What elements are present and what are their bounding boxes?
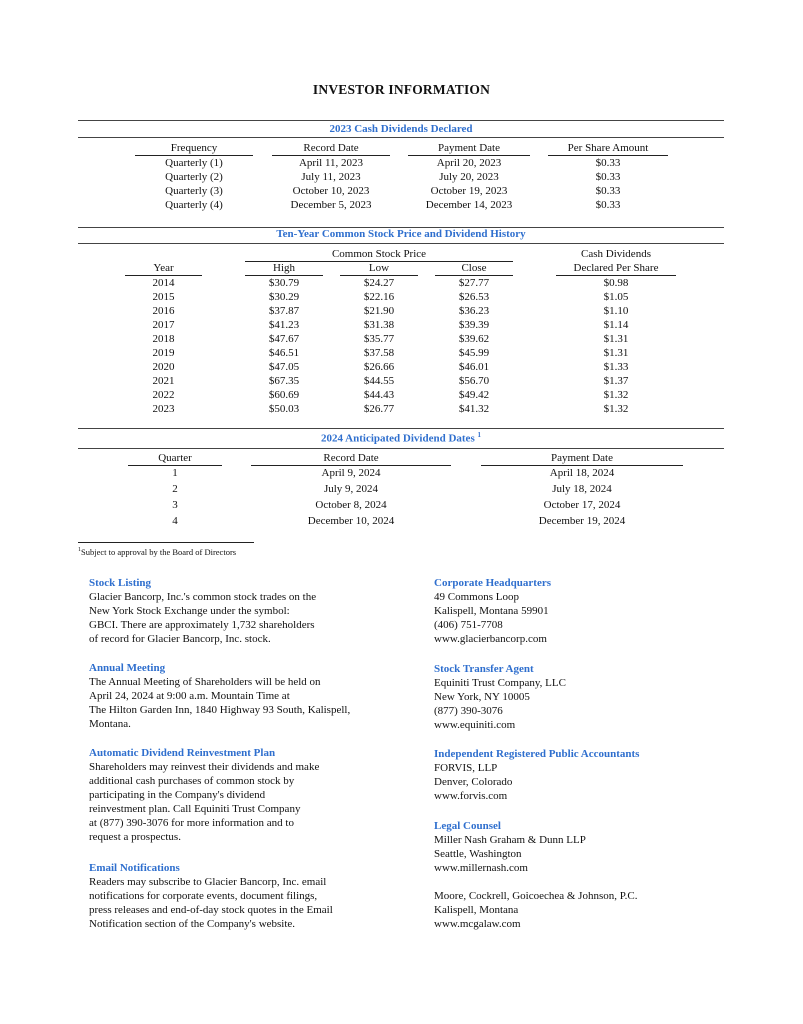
history-header: High [273,262,295,274]
info-block [434,819,637,931]
div2023-header: Payment Date [437,142,500,154]
info-line: New York Stock Exchange under the symbol: [89,605,290,617]
history-cell: $1.31 [603,347,629,359]
history-cell: 2022 [152,389,175,401]
info-line: The Hilton Garden Inn, 1840 Highway 93 South, Kalispell, [89,704,351,716]
history-cell: $35.77 [363,333,395,345]
history-cell: 2016 [152,305,175,317]
info-line: FORVIS, LLP [434,762,498,774]
info-line: www.millernash.com [434,862,528,874]
info-block [89,861,333,931]
info-line: (877) 390-3076 [434,705,503,717]
history-cell: $41.32 [458,403,490,415]
div2023-cell: $0.33 [595,157,621,169]
ant2024-cell: April 9, 2024 [321,467,381,479]
history-cell: $1.32 [603,389,629,401]
history-cell: $41.23 [268,319,300,331]
history-cell: 2020 [152,361,175,373]
info-block-title: Automatic Dividend Reinvestment Plan [89,747,276,759]
info-line: Shareholders may reinvest their dividends and make [89,761,320,773]
ant2024-cell: 4 [172,515,178,527]
info-line: reinvestment plan. Call Equiniti Trust Company [89,803,301,815]
info-line [434,875,637,889]
footnote [78,547,236,557]
info-line: Moore, Cockrell, Goicoechea & Johnson, P.C. [434,890,638,902]
history-cell: $26.53 [458,291,490,303]
div2023-cell: October 19, 2023 [430,185,508,197]
history-cell: $1.10 [603,305,629,317]
info-line: Glacier Bancorp, Inc.'s common stock trades on the [89,591,317,603]
history-cell: 2019 [152,347,175,359]
history-cell: $1.32 [603,403,629,415]
div2023-cell: Quarterly (4) [165,199,223,211]
history-cell: $39.62 [458,333,490,345]
footnote-text: Subject to approval by the Board of Directors [81,547,237,557]
ant2024-cell: October 8, 2024 [315,499,387,511]
history-cell: $50.03 [268,403,300,415]
section-rule-top [78,428,724,429]
history-cell: $1.14 [603,319,629,331]
ant2024-cell: December 10, 2024 [307,515,395,527]
history-cell: $36.23 [458,305,490,317]
history-cell: 2017 [152,319,175,331]
info-line: request a prospectus. [89,831,181,843]
div2023-header: Frequency [170,142,218,154]
ant2024-cell: April 18, 2024 [549,467,615,479]
history-title: Ten-Year Common Stock Price and Dividend History [276,228,526,240]
div2023-cell: December 5, 2023 [290,199,372,211]
info-line: www.mcgalaw.com [434,918,521,930]
history-cell: $1.05 [603,291,629,303]
info-line: Notification section of the Company's website. [89,918,296,930]
history-cell: $30.29 [268,291,300,303]
ant2024-cell: December 19, 2024 [538,515,626,527]
section-rule-top [78,120,724,121]
info-line: New York, NY 10005 [434,691,530,703]
history-cell: 2021 [152,375,175,387]
history-cell: $1.31 [603,333,629,345]
div2023-header: Per Share Amount [567,142,649,154]
info-line: www.glacierbancorp.com [434,633,547,645]
page-title: INVESTOR INFORMATION [312,82,491,97]
info-block-title: Independent Registered Public Accountants [434,748,640,760]
history-cell: 2018 [152,333,175,345]
info-line: notifications for corporate events, document filings, [89,890,318,902]
info-block [434,747,639,803]
ant2024-cell: July 9, 2024 [323,483,379,495]
div2023-cell: April 20, 2023 [436,157,502,169]
info-line: Kalispell, Montana 59901 [434,605,549,617]
history-cell: $37.87 [268,305,300,317]
ant2024-cell: 2 [172,483,178,495]
stock-price-group-header: Common Stock Price [331,248,427,260]
history-header: Year [153,262,174,274]
cash-dividends-header: Cash Dividends [581,248,651,260]
info-line: 49 Commons Loop [434,591,519,603]
info-block-title: Email Notifications [89,862,180,874]
history-cell: $44.55 [363,375,395,387]
info-line: additional cash purchases of common stock by [89,775,295,787]
history-cell: $49.42 [458,389,490,401]
div2023-cell: July 20, 2023 [439,171,499,183]
ant2024-header: Record Date [323,452,379,464]
footnote-divider [78,542,254,543]
history-cell: 2023 [152,403,175,415]
history-cell: $26.77 [363,403,395,415]
history-header: Close [461,262,487,274]
history-cell: $47.05 [268,361,300,373]
info-block-title: Stock Transfer Agent [434,663,534,675]
history-cell: $60.69 [268,389,300,401]
history-header: Declared Per Share [573,262,659,274]
ant2024-cell: 1 [172,467,178,479]
history-cell: $39.39 [458,319,490,331]
ant2024-header: Quarter [158,452,192,464]
anticipated-2024-title-text: 2024 Anticipated Dividend Dates [321,432,475,445]
info-line: www.equiniti.com [434,719,516,731]
info-block-title: Stock Listing [89,577,152,589]
info-line: of record for Glacier Bancorp, Inc. stock. [89,633,271,645]
info-block [89,746,319,844]
info-line: Seattle, Washington [434,848,522,860]
info-line: GBCI. There are approximately 1,732 shareholders [89,619,315,631]
history-cell: $27.77 [458,277,490,289]
section-rule-bottom [78,448,724,449]
history-cell: 2015 [152,291,175,303]
info-block [89,661,350,731]
history-cell: 2014 [152,277,175,289]
info-line: Miller Nash Graham & Dunn LLP [434,834,586,846]
section-rule-bottom [78,137,724,138]
info-block-title: Corporate Headquarters [434,577,552,589]
div2023-cell: Quarterly (1) [165,157,223,169]
history-cell: $56.70 [458,375,490,387]
info-line: Montana. [89,718,131,730]
dividends-2023-title: 2023 Cash Dividends Declared [329,123,473,135]
info-block-title: Annual Meeting [89,662,166,674]
anticipated-2024-title [78,431,724,445]
info-line: participating in the Company's dividend [89,789,266,801]
history-cell: $46.01 [458,361,490,373]
history-cell: $1.37 [603,375,629,387]
div2023-cell: $0.33 [595,185,621,197]
history-cell: $24.27 [363,277,395,289]
div2023-cell: October 10, 2023 [292,185,370,197]
history-cell: $31.38 [363,319,395,331]
history-cell: $1.33 [603,361,629,373]
info-line: press releases and end-of-day stock quotes in the Email [89,904,333,916]
history-cell: $37.58 [363,347,395,359]
info-line: Denver, Colorado [434,776,513,788]
ant2024-header: Payment Date [550,452,613,464]
history-cell: $0.98 [603,277,629,289]
history-cell: $26.66 [363,361,395,373]
info-line: Readers may subscribe to Glacier Bancorp, Inc. email [89,876,327,888]
info-line: April 24, 2024 at 9:00 a.m. Mountain Time at [89,690,290,702]
info-line: Kalispell, Montana [434,904,519,916]
info-block [434,662,566,732]
info-block-title: Legal Counsel [434,820,501,832]
section-rule-bottom [78,243,724,244]
history-cell: $30.79 [268,277,300,289]
info-line: www.forvis.com [434,790,508,802]
anticipated-2024-title-footnote-mark: 1 [477,431,481,439]
info-block [434,576,551,646]
history-header: Low [368,262,390,274]
info-line: (406) 751-7708 [434,619,503,631]
info-line: Equiniti Trust Company, LLC [434,677,566,689]
footnote-mark: 1 [78,547,81,554]
div2023-cell: April 11, 2023 [298,157,364,169]
ant2024-cell: October 17, 2024 [543,499,621,511]
div2023-cell: Quarterly (3) [165,185,223,197]
div2023-cell: December 14, 2023 [425,199,513,211]
history-cell: $47.67 [268,333,300,345]
div2023-header: Record Date [303,142,359,154]
info-line: The Annual Meeting of Shareholders will be held on [89,676,321,688]
history-cell: $21.90 [363,305,395,317]
history-cell: $46.51 [268,347,300,359]
ant2024-cell: 3 [172,499,178,511]
div2023-cell: July 11, 2023 [301,171,361,183]
info-block [89,576,316,646]
history-cell: $67.35 [268,375,300,387]
div2023-cell: $0.33 [595,199,621,211]
history-cell: $22.16 [363,291,395,303]
div2023-cell: Quarterly (2) [165,171,223,183]
ant2024-cell: July 18, 2024 [552,483,612,495]
history-cell: $45.99 [458,347,490,359]
div2023-cell: $0.33 [595,171,621,183]
history-cell: $44.43 [363,389,395,401]
info-line: at (877) 390-3076 for more information and to [89,817,294,829]
